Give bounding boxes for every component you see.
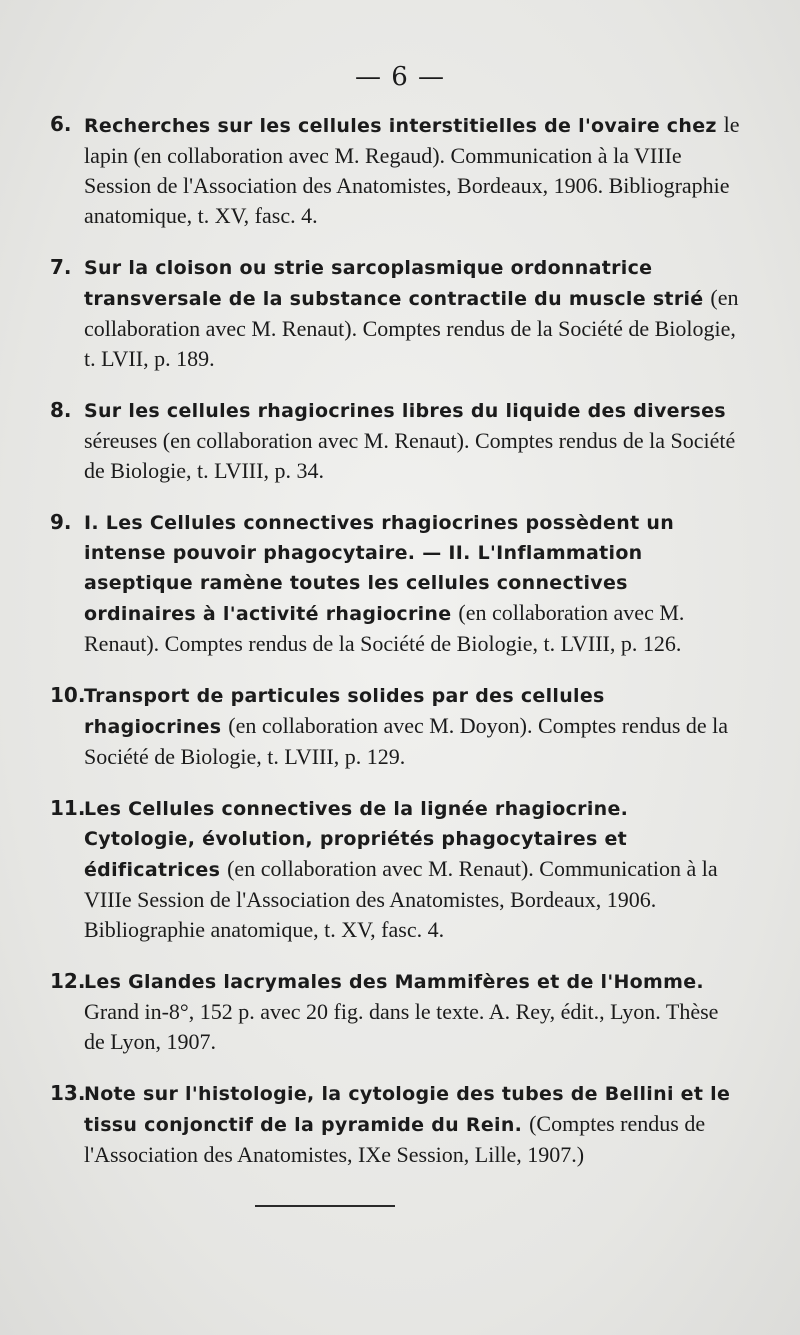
- entry-details: (en collaboration avec M. Doyon). Comptes rendus de la Société de Biologie, t. LVIII, p. 129.: [84, 713, 729, 769]
- list-item: [50, 967, 740, 1057]
- entry-details: (en collaboration avec M. Renaut). Communication à la VIIIe Session de l'Association des Anatomistes, Bordeaux, 1906. Bibliographie anatomique, t. XV, fasc. 4.: [84, 856, 718, 942]
- entry-number: 7.: [50, 255, 72, 279]
- list-item: [50, 1079, 740, 1170]
- entry-text: [50, 396, 740, 486]
- entry-title: Sur la cloison ou strie sarcoplasmique ordonnatrice transversale de la substance contractile du muscle strié: [84, 257, 711, 310]
- entry-title: Transport de particules solides par des cellules rhagiocrines: [84, 685, 605, 738]
- list-item: [50, 508, 740, 659]
- entry-number: 6.: [50, 112, 72, 136]
- entry-number: 13.: [50, 1081, 86, 1105]
- entry-number: 10.: [50, 683, 86, 707]
- end-rule-divider: [255, 1205, 395, 1207]
- entry-number: 11.: [50, 796, 86, 820]
- entry-text: [50, 253, 740, 374]
- entry-text: [50, 508, 740, 659]
- entry-title: Les Glandes lacrymales des Mammifères et de l'Homme.: [84, 971, 704, 993]
- entry-details: (Comptes rendus de l'Association des Anatomistes, IXe Session, Lille, 1907.): [84, 1111, 706, 1167]
- list-item: [50, 794, 740, 945]
- entry-title: I. Les Cellules connectives rhagiocrines possèdent un intense pouvoir phagocytaire. — II. L'Inflammation aseptique ramène toutes les cellules connectives ordinaires à l'activité rhagiocrine: [84, 512, 675, 625]
- entry-text: [50, 681, 740, 772]
- entry-text: [50, 794, 740, 945]
- entry-details: séreuses (en collaboration avec M. Renaut). Comptes rendus de la Société de Biologie, t. LVIII, p. 34.: [84, 428, 736, 483]
- entry-title: Recherches sur les cellules interstitielles de l'ovaire chez: [84, 115, 724, 137]
- entry-title: Note sur l'histologie, la cytologie des tubes de Bellini et le tissu conjonctif de la pyramide du Rein.: [84, 1083, 731, 1136]
- entry-number: 9.: [50, 510, 72, 534]
- entry-details: le lapin (en collaboration avec M. Regaud). Communication à la VIIIe Session de l'Association des Anatomistes, Bordeaux, 1906. Bibliographie anatomique, t. XV, fasc. 4.: [84, 112, 740, 228]
- entry-text: [50, 110, 740, 231]
- list-item: [50, 110, 740, 231]
- entry-details: Grand in-8°, 152 p. avec 20 fig. dans le texte. A. Rey, édit., Lyon. Thèse de Lyon, 1907.: [84, 999, 719, 1054]
- entry-text: [50, 1079, 740, 1170]
- list-item: [50, 681, 740, 772]
- entry-title: Sur les cellules rhagiocrines libres du liquide des diverses: [84, 400, 726, 422]
- bibliography-list: [50, 110, 740, 1192]
- entry-title: Les Cellules connectives de la lignée rhagiocrine. Cytologie, évolution, propriétés phagocytaires et édificatrices: [84, 798, 629, 881]
- entry-number: 8.: [50, 398, 72, 422]
- page-number: — 6 —: [354, 62, 446, 92]
- entry-number: 12.: [50, 969, 86, 993]
- entry-text: [50, 967, 740, 1057]
- entry-details: (en collaboration avec M. Renaut). Comptes rendus de la Société de Biologie, t. LVIII, p. 126.: [84, 600, 685, 656]
- list-item: [50, 396, 740, 486]
- entry-details: (en collaboration avec M. Renaut). Comptes rendus de la Société de Biologie, t. LVII, p. 189.: [84, 285, 739, 371]
- list-item: [50, 253, 740, 374]
